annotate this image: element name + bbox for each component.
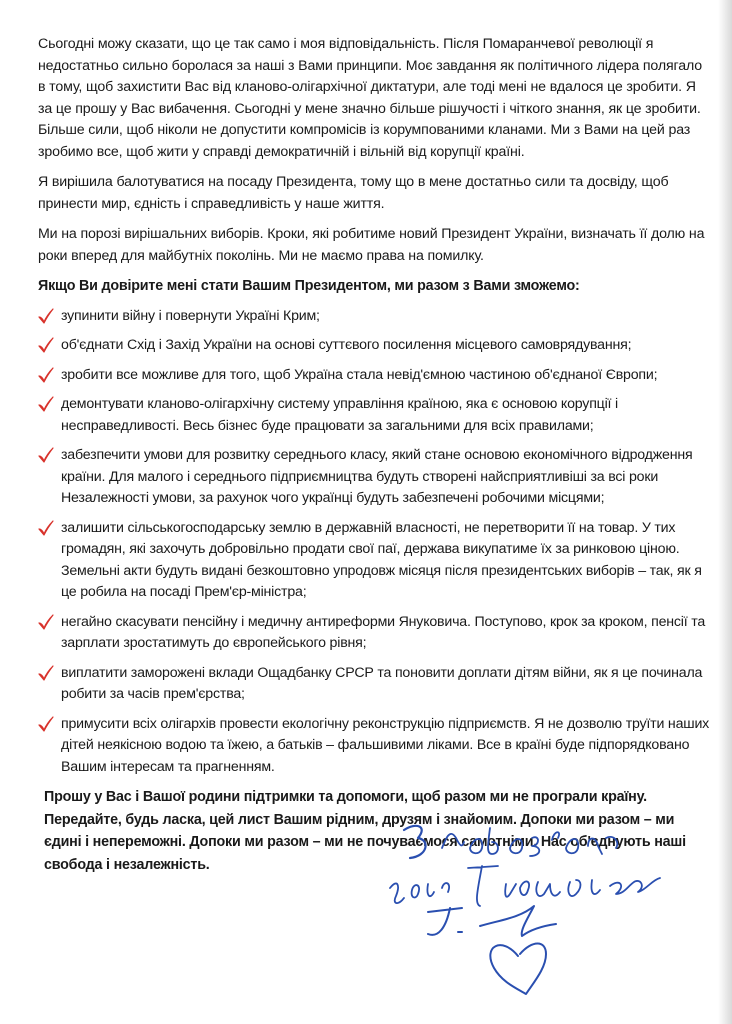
signature-stroke — [404, 826, 426, 858]
promise-item — [38, 518, 710, 604]
heart-doodle — [490, 944, 546, 995]
promise-item — [38, 714, 710, 779]
candidacy-paragraph: Я вирішила балотуватися на посаду Президента, тому що в мене достатньо сили та досвіду, щоб принести мир, єдність і справедливість у наше життя. — [38, 174, 669, 212]
promise-text: виплатити заморожені вклади Ощадбанку СРСР та поновити доплати дітям війни, як я це починала робити за часів прем'єрства; — [61, 664, 703, 702]
handwritten-signature — [370, 808, 690, 998]
checkmark-icon — [37, 665, 54, 681]
signature-stroke — [428, 906, 556, 936]
checkmark-icon — [37, 308, 54, 324]
promise-item — [38, 365, 710, 387]
promise-text: залишити сільськогосподарську землю в державній власності, не перетворити її на товар. У тих громадян, які захочуть добровільно продати свої паї, держава викупатиме їх за ринковою ціною. Земельні акти будуть видані безкоштовно упродовж місяця після президентських виборів – так, як я це робила на посаді Прем'єр-міністра; — [61, 519, 702, 600]
checkmark-icon — [37, 367, 54, 383]
promise-item — [38, 394, 710, 437]
scan-edge-shadow — [718, 0, 732, 1024]
checkmark-icon — [37, 614, 54, 630]
promise-item — [38, 306, 710, 328]
checkmark-icon — [37, 337, 54, 353]
intro-paragraph: Сьогодні можу сказати, що це так само і моя відповідальність. Після Помаранчевої революції я недостатньо сильно боролася за наші з Вами принципи. Моє завдання як політичного лідера полягало в тому, щоб захистити Вас від кланово-олігархічної диктатури, але тоді мені не вдалося це зробити. Я за це прошу у Вас вибачення. Сьогодні у мене значно більше рішучості і чіткого знання, як це зробити. Більше сили, щоб ніколи не допустити компромісів із корумпованими кланами. Ми з Вами на цей раз зробимо все, щоб жити у справді демократичній і вільній від корупції країні. — [38, 36, 702, 160]
signature-stroke — [390, 866, 660, 906]
promise-text: негайно скасувати пенсійну і медичну антиреформи Януковича. Поступово, крок за кроком, пенсії та зарплати зростатимуть до європейського рівня; — [61, 613, 706, 651]
promise-item — [38, 335, 710, 357]
promise-text: примусити всіх олігархів провести екологічну реконструкцію підприємств. Я не дозволю труїти наших дітей неякісною водою та їжею, а батьків – фальшивими ліками. Все в країні буде підпорядковано Вашим інтересам та прагненням. — [61, 715, 710, 775]
promise-text: забезпечити умови для розвитку середнього класу, який стане основою економічного відродження країни. Для малого і середнього підприємництва будуть створені найсприятливіші за всі роки Незалежності умови, за рахунок чого українці будуть забезпечені робочими місцями; — [61, 447, 693, 506]
promise-list — [38, 306, 710, 779]
checkmark-icon — [37, 520, 54, 536]
promise-text: об'єднати Схід і Захід України на основі суттєвого посилення місцевого самоврядування; — [61, 337, 632, 353]
checkmark-icon — [37, 396, 54, 412]
promise-item — [38, 663, 710, 706]
checkmark-icon — [37, 716, 54, 732]
checkmark-icon — [37, 447, 54, 463]
promise-item — [38, 445, 710, 510]
elections-paragraph: Ми на порозі вирішальних виборів. Кроки, які робитиме новий Президент України, визначать її долю на роки вперед для майбутніх поколінь. Ми не маємо права на помилку. — [38, 226, 705, 264]
closing-paragraph: Прошу у Вас і Вашої родини підтримки та допомоги, щоб разом ми не програли країну. Передайте, будь ласка, цей лист Вашим рідним, друзям і знайомим. Допоки ми разом – ми єдині і непереможні. Допоки ми разом – ми не почуваємося самотніми. Нас об'єднують наші свобода і незалежність. — [44, 789, 686, 873]
promise-text: демонтувати кланово-олігархічну систему управління країною, яка є основою корупції і несправедливості. Весь бізнес буде працювати за загальними для всіх правилами; — [61, 396, 618, 434]
promise-text: зупинити війну і повернути Україні Крим; — [61, 307, 320, 324]
promise-text: зробити все можливе для того, щоб Україна стала невід'ємною частиною об'єднаної Європи; — [61, 366, 658, 383]
promise-item — [38, 612, 710, 655]
signature-stroke — [442, 828, 617, 856]
promises-heading: Якщо Ви довірите мені стати Вашим Президентом, ми разом з Вами зможемо: — [38, 278, 580, 294]
